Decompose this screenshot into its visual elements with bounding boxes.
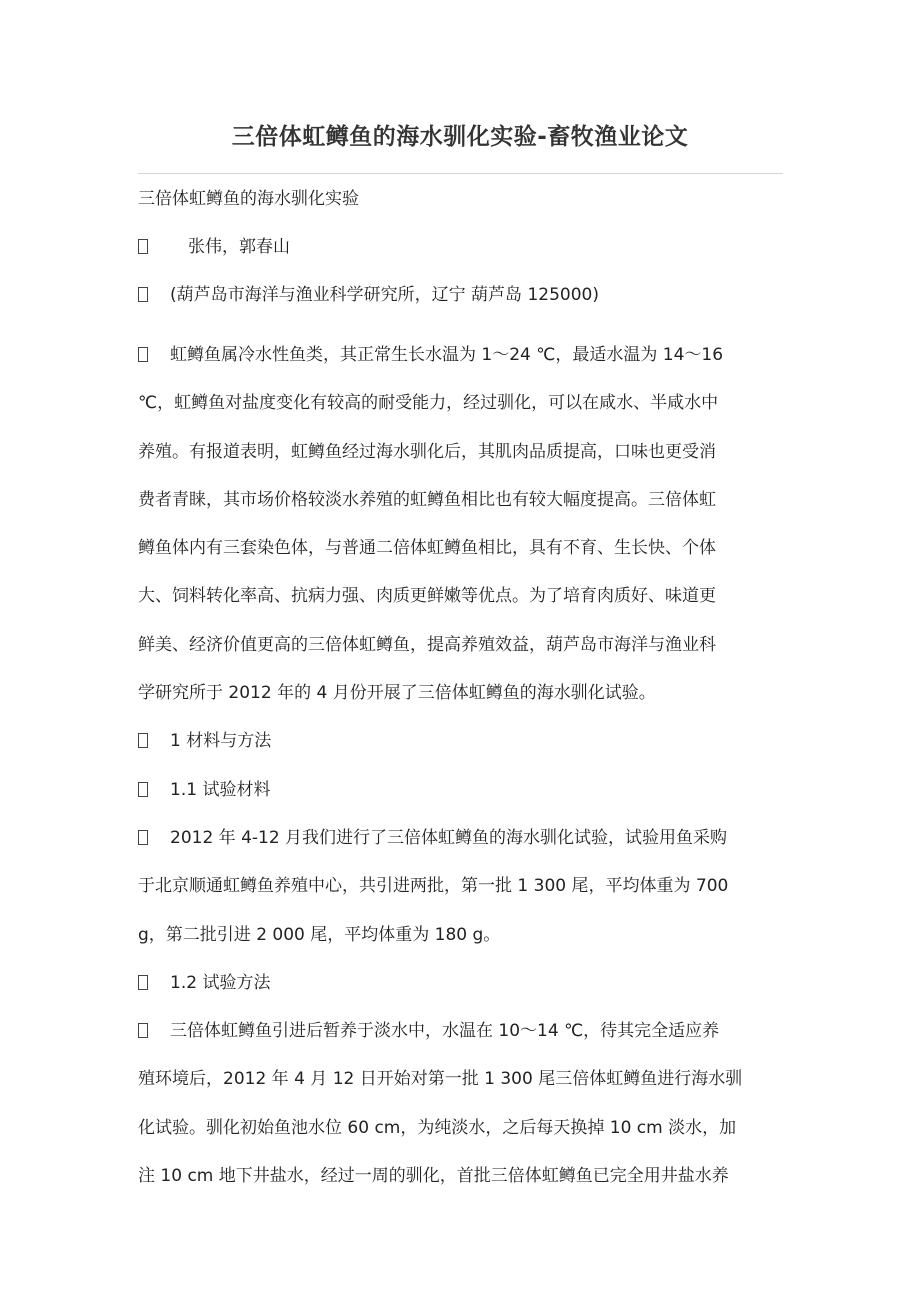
subsection-heading: 1.1 试验材料: [138, 766, 783, 814]
bullet-square-icon: [138, 830, 148, 845]
sections: [138, 717, 783, 1200]
paragraph-line: 鲜美、经济价值更高的三倍体虹鳟鱼，提高养殖效益，葫芦岛市海洋与渔业科: [138, 634, 716, 655]
bullet-square-icon: [138, 347, 148, 362]
paragraph-line: 学研究所于 2012 年的 4 月份开展了三倍体虹鳟鱼的海水驯化试验。: [138, 683, 656, 704]
paragraph-line: 殖环境后，2012 年 4 月 12 日开始对第一批 1 300 尾三倍体虹鳟鱼进行海水驯: [138, 1069, 743, 1090]
authors: 张伟，郭春山: [188, 237, 290, 257]
paragraph-line: 大、饲料转化率高、抗病力强、肉质更鲜嫩等优点。为了培育肉质好、味道更: [138, 586, 716, 607]
paragraph-line: g，第二批引进 2 000 尾，平均体重为 180 g。: [138, 924, 501, 945]
section-heading: 1 材料与方法: [138, 717, 783, 765]
bullet-square-icon: [138, 1023, 148, 1038]
paragraph-line: 2012 年 4-12 月我们进行了三倍体虹鳟鱼的海水驯化试验，试验用鱼采购: [138, 814, 783, 862]
bullet-square-icon: [138, 975, 148, 990]
bullet-square-icon: [138, 782, 148, 797]
bullet-square-icon: [138, 733, 148, 748]
paragraph-line: 鳟鱼体内有三套染色体，与普通二倍体虹鳟鱼相比，具有不育、生长快、个体: [138, 538, 716, 559]
intro-paragraph: [138, 331, 783, 717]
article-body: [138, 180, 783, 1200]
paragraph-line: 化试验。驯化初始鱼池水位 60 cm，为纯淡水，之后每天换掉 10 cm 淡水，加: [138, 1117, 737, 1138]
subsection-heading: 1.2 试验方法: [138, 959, 783, 1007]
paragraph-line: 三倍体虹鳟鱼引进后暂养于淡水中，水温在 10～14 ℃，待其完全适应养: [138, 1007, 783, 1055]
paragraph-line: 费者青睐，其市场价格较淡水养殖的虹鳟鱼相比也有较大幅度提高。三倍体虹: [138, 489, 716, 510]
affiliation-line: [138, 283, 783, 307]
paragraph-line: 注 10 cm 地下井盐水，经过一周的驯化，首批三倍体虹鳟鱼已完全用井盐水养: [138, 1166, 729, 1187]
author-line: [138, 235, 783, 259]
affiliation: (葫芦岛市海洋与渔业科学研究所，辽宁 葫芦岛 125000): [170, 285, 599, 305]
document-title: 三倍体虹鳟鱼的海水驯化实验-畜牧渔业论文: [231, 124, 689, 150]
paragraph-line: ℃，虹鳟鱼对盐度变化有较高的耐受能力，经过驯化，可以在咸水、半咸水中: [138, 393, 719, 414]
title-divider: [138, 173, 783, 174]
article-heading: 三倍体虹鳟鱼的海水驯化实验: [138, 189, 359, 209]
paragraph-line: 养殖。有报道表明，虹鳟鱼经过海水驯化后，其肌肉品质提高，口味也更受消: [138, 441, 716, 462]
bullet-square-icon: [138, 239, 148, 254]
paragraph-line: 于北京顺通虹鳟鱼养殖中心，共引进两批，第一批 1 300 尾，平均体重为 700: [138, 876, 729, 897]
paragraph-line: 虹鳟鱼属冷水性鱼类，其正常生长水温为 1～24 ℃，最适水温为 14～16: [138, 331, 783, 379]
bullet-square-icon: [138, 287, 148, 302]
